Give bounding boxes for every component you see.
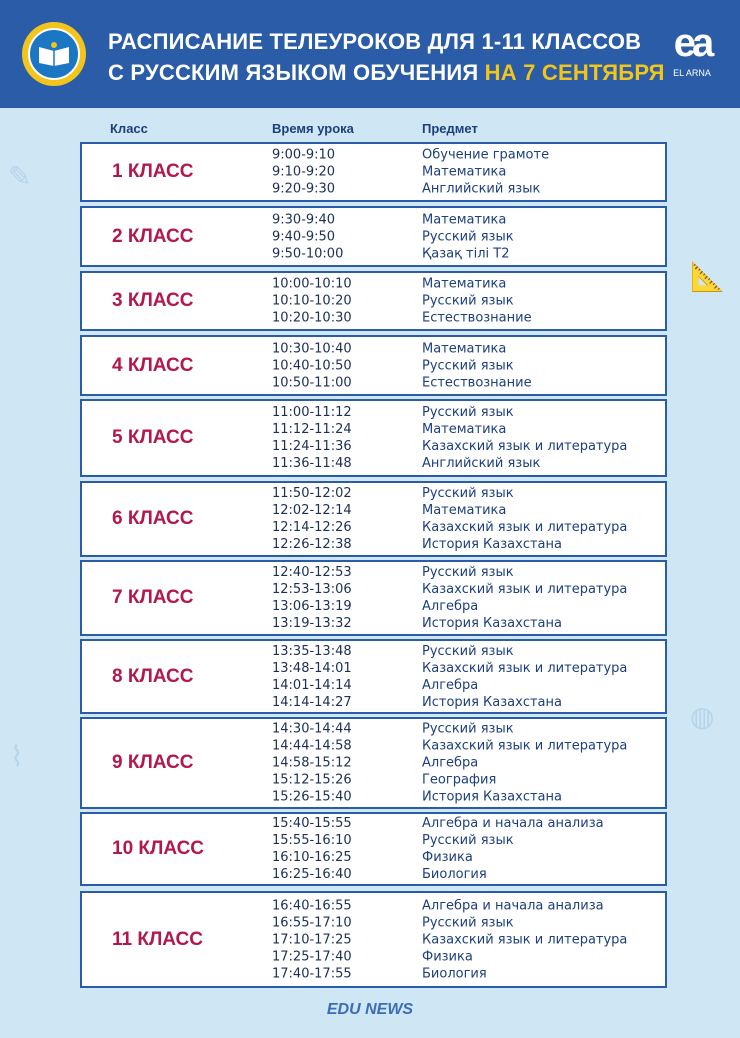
lesson-subject: Русский язык [422, 565, 514, 580]
lesson-subject: Биология [422, 867, 487, 882]
lesson-subject: Казахский язык и литература [422, 738, 628, 754]
class-label: 11 КЛАСС [112, 928, 203, 950]
lesson-subjects [422, 485, 627, 553]
schedule-row [80, 560, 667, 636]
lesson-subject: Казахский язык и литература [422, 932, 628, 947]
column-header-time: Время урока [272, 121, 354, 136]
schedule-row [80, 891, 667, 988]
lesson-time: 14:30-14:44 [272, 721, 352, 737]
title-line-2-text: С РУССКИМ ЯЗЫКОМ ОБУЧЕНИЯ [108, 60, 479, 85]
logo-text: EL ARNA [673, 68, 711, 78]
lesson-subjects [422, 211, 514, 262]
lesson-time: 9:50-10:00 [272, 246, 344, 261]
lesson-subjects [422, 643, 627, 711]
lesson-times [272, 564, 352, 632]
lesson-time: 16:40-16:55 [272, 898, 352, 913]
lesson-subject: Қазақ тілі Т2 [422, 246, 510, 261]
lesson-time: 9:00-9:10 [272, 147, 336, 163]
lesson-subjects [422, 340, 532, 391]
lesson-time: 13:48-14:01 [272, 660, 352, 676]
lesson-times [272, 897, 352, 982]
lesson-subject: История Казахстана [422, 537, 562, 552]
lesson-subject: Казахский язык и литература [422, 660, 628, 676]
lesson-time: 14:14-14:27 [272, 694, 352, 710]
class-label: 1 КЛАСС [112, 161, 194, 182]
title-date: НА 7 СЕНТЯБРЯ [484, 60, 665, 85]
lesson-subject: Русский язык [422, 358, 514, 373]
lesson-time: 11:36-11:48 [272, 456, 352, 471]
lesson-subjects [422, 564, 627, 632]
class-label: 3 КЛАСС [112, 290, 194, 311]
lesson-subject: Алгебра [422, 599, 479, 614]
lesson-subject: Естествознание [422, 375, 532, 390]
logo-mark: ea [673, 21, 711, 65]
schedule-row [80, 335, 667, 396]
lesson-subjects [422, 147, 549, 198]
lesson-subject: Алгебра и начала анализа [422, 816, 604, 831]
lesson-time: 16:25-16:40 [272, 867, 352, 882]
lesson-subject: Казахский язык и литература [422, 582, 628, 597]
class-label: 7 КЛАСС [112, 587, 194, 608]
lesson-subject: Русский язык [422, 721, 514, 737]
lesson-time: 10:30-10:40 [272, 341, 352, 356]
lesson-time: 17:25-17:40 [272, 949, 352, 964]
lesson-subject: Русский язык [422, 915, 514, 930]
background-paperclip-icon: ⌇ [10, 740, 24, 773]
lesson-subject: Естествознание [422, 310, 532, 326]
lesson-time: 14:01-14:14 [272, 677, 352, 693]
lesson-time: 12:02-12:14 [272, 503, 352, 518]
schedule-row [80, 206, 667, 267]
lesson-subject: Математика [422, 341, 507, 356]
class-label: 5 КЛАСС [112, 427, 194, 448]
lesson-subject: Математика [422, 422, 507, 437]
lesson-subject: История Казахстана [422, 616, 562, 631]
page-title [108, 26, 665, 88]
lesson-subject: Биология [422, 966, 487, 981]
lesson-times [272, 721, 352, 806]
lesson-time: 16:55-17:10 [272, 915, 352, 930]
lesson-subject: Физика [422, 850, 473, 865]
lesson-times [272, 340, 352, 391]
lesson-times [272, 147, 335, 198]
lesson-time: 13:06-13:19 [272, 599, 352, 614]
class-label: 10 КЛАСС [112, 838, 205, 859]
lesson-times [272, 276, 352, 327]
class-label: 6 КЛАСС [112, 508, 194, 529]
background-pencil-icon: ✎ [8, 160, 32, 193]
lesson-subjects [422, 815, 604, 883]
lesson-time: 15:26-15:40 [272, 789, 352, 805]
lesson-time: 11:00-11:12 [272, 405, 352, 420]
column-header-subject: Предмет [422, 121, 478, 136]
lesson-subject: Математика [422, 503, 507, 518]
lesson-subject: Алгебра [422, 677, 479, 693]
lesson-time: 10:00-10:10 [272, 276, 352, 292]
lesson-time: 10:20-10:30 [272, 310, 352, 326]
lesson-time: 15:12-15:26 [272, 772, 352, 788]
lesson-times [272, 404, 352, 472]
lesson-subject: Русский язык [422, 229, 514, 244]
lesson-time: 12:26-12:38 [272, 537, 352, 552]
class-label: 4 КЛАСС [112, 354, 194, 376]
lesson-time: 13:35-13:48 [272, 643, 352, 659]
schedule-row [80, 271, 667, 331]
lesson-time: 9:40-9:50 [272, 229, 336, 244]
lesson-time: 9:10-9:20 [272, 164, 336, 180]
schedule-row [80, 639, 667, 714]
lesson-subject: Алгебра и начала анализа [422, 898, 604, 913]
title-line-2 [108, 57, 665, 88]
lesson-subject: Английский язык [422, 181, 541, 197]
lesson-times [272, 815, 352, 883]
lesson-subjects [422, 897, 627, 982]
lesson-time: 17:10-17:25 [272, 932, 352, 947]
lesson-subject: Казахский язык и литература [422, 520, 628, 535]
lesson-time: 17:40-17:55 [272, 966, 352, 981]
lesson-subject: Обучение грамоте [422, 147, 550, 163]
lesson-time: 14:44-14:58 [272, 738, 352, 754]
lesson-subjects [422, 721, 627, 806]
lesson-times [272, 485, 352, 553]
lesson-times [272, 211, 343, 262]
column-header-class: Класс [110, 121, 148, 136]
lesson-times [272, 643, 352, 711]
lesson-subject: Математика [422, 212, 507, 227]
lesson-time: 12:53-13:06 [272, 582, 352, 597]
footer-source: EDU NEWS [326, 1001, 414, 1018]
lesson-subject: История Казахстана [422, 694, 562, 710]
header-banner [0, 0, 740, 108]
schedule-row [80, 399, 667, 477]
lesson-subject: География [422, 772, 497, 788]
lesson-time: 12:40-12:53 [272, 565, 352, 580]
schedule-row [80, 812, 667, 886]
lesson-subject: Английский язык [422, 456, 541, 471]
lesson-subjects [422, 276, 532, 327]
lesson-time: 11:12-11:24 [272, 422, 352, 437]
class-label: 8 КЛАСС [112, 665, 194, 687]
lesson-time: 9:30-9:40 [272, 212, 336, 227]
lesson-subjects [422, 404, 627, 472]
lesson-time: 14:58-15:12 [272, 755, 352, 771]
lesson-subject: Алгебра [422, 755, 479, 771]
lesson-subject: Русский язык [422, 405, 514, 420]
lesson-time: 10:50-11:00 [272, 375, 352, 390]
lesson-time: 11:24-11:36 [272, 439, 352, 454]
lesson-subject: Русский язык [422, 833, 514, 848]
lesson-time: 11:50-12:02 [272, 486, 352, 501]
lesson-time: 10:40-10:50 [272, 358, 352, 373]
lesson-subject: Физика [422, 949, 473, 964]
lesson-subject: Математика [422, 276, 507, 292]
lesson-subject: Русский язык [422, 293, 514, 309]
lesson-time: 15:55-16:10 [272, 833, 352, 848]
schedule-row [80, 717, 667, 809]
lesson-subject: Математика [422, 164, 507, 180]
schedule-row [80, 481, 667, 557]
lesson-subject: Русский язык [422, 643, 514, 659]
lesson-subject: История Казахстана [422, 789, 562, 805]
background-ruler-icon: 📐 [690, 260, 725, 293]
ministry-seal-icon [22, 22, 86, 86]
lesson-time: 9:20-9:30 [272, 181, 336, 197]
lesson-time: 12:14-12:26 [272, 520, 352, 535]
lesson-time: 10:10-10:20 [272, 293, 352, 309]
lesson-time: 15:40-15:55 [272, 816, 352, 831]
class-label: 9 КЛАСС [112, 752, 194, 773]
schedule-row [80, 142, 667, 202]
lesson-time: 16:10-16:25 [272, 850, 352, 865]
lesson-time: 13:19-13:32 [272, 616, 352, 631]
lesson-subject: Русский язык [422, 486, 514, 501]
el-arna-logo [664, 18, 720, 90]
title-line-1: РАСПИСАНИЕ ТЕЛЕУРОКОВ ДЛЯ 1-11 КЛАССОВ [108, 29, 642, 54]
class-label: 2 КЛАСС [112, 225, 194, 247]
lesson-subject: Казахский язык и литература [422, 439, 628, 454]
background-palette-icon: ◍ [690, 700, 715, 733]
